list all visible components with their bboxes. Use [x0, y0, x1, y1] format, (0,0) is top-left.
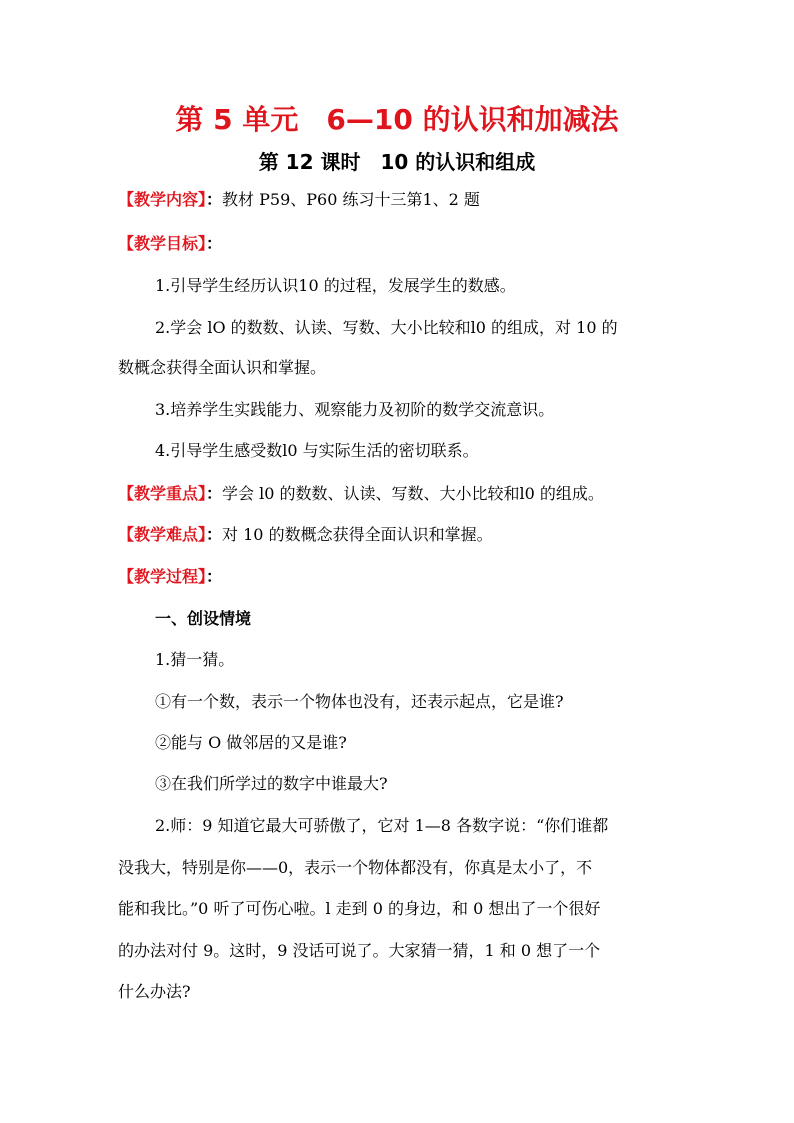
objective-item: 4.引导学生感受数l0 与实际生活的密切联系。 [155, 441, 479, 460]
process-line: 2.师：9 知道它最大可骄傲了，它对 1—8 各数字说：“你们谁都 [155, 816, 609, 835]
process-sep: ： [206, 567, 223, 586]
key-point-row [118, 484, 604, 504]
objective-item: 2.学会 lO 的数数、认读、写数、大小比较和l0 的组成，对 10 的 [155, 318, 618, 337]
process-line: 1.猜一猜。 [155, 650, 235, 669]
content-label: 【教学内容】 [118, 190, 207, 209]
process-row [118, 567, 222, 587]
difficulty-label: 【教学难点】 [118, 525, 207, 544]
process-line: ③在我们所学过的数字中谁最大? [155, 774, 388, 793]
key-point-label: 【教学重点】 [118, 484, 207, 503]
objectives-sep: ： [206, 234, 223, 253]
process-line: 什么办法? [118, 982, 191, 1001]
content-sep: ： [206, 190, 223, 209]
key-point-text: 学会 l0 的数数、认读、写数、大小比较和l0 的组成。 [222, 484, 604, 503]
objective-item-cont: 数概念获得全面认识和掌握。 [118, 358, 327, 377]
process-label: 【教学过程】 [118, 567, 207, 586]
process-line: ②能与 O 做邻居的又是谁? [155, 733, 347, 752]
process-line: ①有一个数，表示一个物体也没有，还表示起点，它是谁? [155, 692, 564, 711]
content-row [118, 190, 480, 210]
process-line: 能和我比。”0 听了可伤心啦。l 走到 0 的身边，和 0 想出了一个很好 [118, 899, 601, 918]
difficulty-row [118, 525, 493, 545]
objectives-label: 【教学目标】 [118, 234, 207, 253]
objective-item: 3.培养学生实践能力、观察能力及初阶的数学交流意识。 [155, 400, 555, 419]
lesson-title: 第 12 课时 10 的认识和组成 [258, 150, 536, 174]
section-heading: 一、创设情境 [155, 609, 252, 628]
process-line: 没我大，特别是你——0，表示一个物体都没有，你真是太小了，不 [118, 858, 593, 877]
objectives-row [118, 234, 222, 254]
content-text: 教材 P59、P60 练习十三第1、2 题 [222, 190, 480, 209]
objective-item: 1.引导学生经历认识10 的过程，发展学生的数感。 [155, 276, 516, 295]
unit-title: 第 5 单元 6—10 的认识和加减法 [175, 103, 619, 136]
process-line: 的办法对付 9。这时，9 没话可说了。大家猜一猜，1 和 0 想了一个 [118, 941, 601, 960]
key-point-sep: ： [206, 484, 223, 503]
difficulty-text: 对 10 的数概念获得全面认识和掌握。 [222, 525, 493, 544]
difficulty-sep: ： [206, 525, 223, 544]
